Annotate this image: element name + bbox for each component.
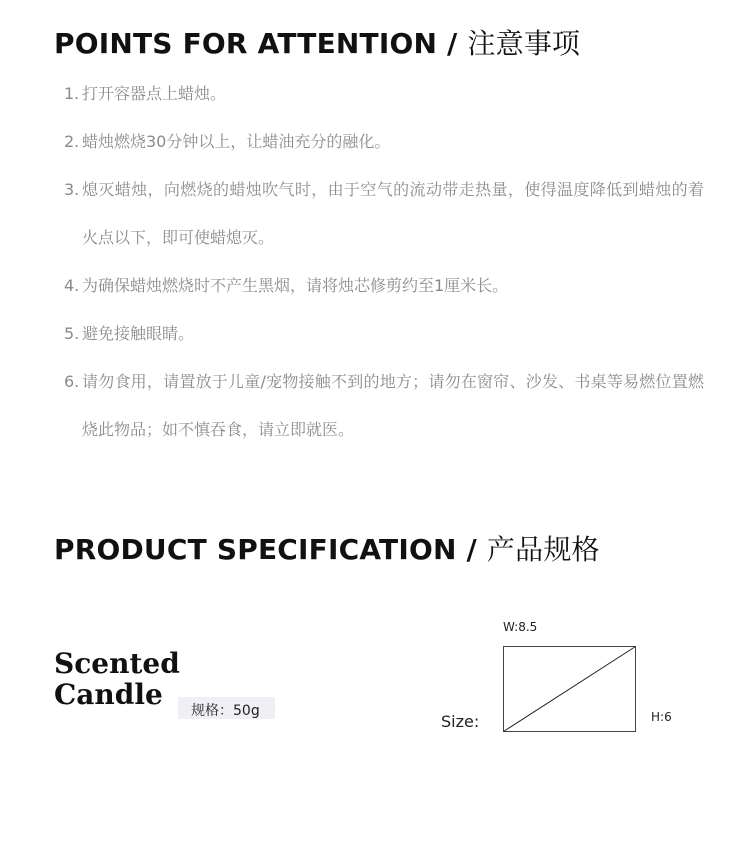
attention-point [64, 166, 704, 262]
width-label: W:8.5 [503, 620, 538, 634]
point-number: 5. [64, 324, 80, 343]
size-diagram [503, 646, 637, 734]
point-number: 2. [64, 132, 80, 151]
point-text: 避免接触眼睛。 [82, 324, 195, 343]
attention-point [64, 70, 704, 118]
point-number: 4. [64, 276, 80, 295]
point-text: 打开容器点上蜡烛。 [82, 84, 227, 103]
attention-title-zh: 注意事项 [467, 27, 581, 60]
attention-point [64, 118, 704, 166]
spec-title [54, 528, 600, 568]
product-name-line1: Scented [54, 647, 180, 680]
point-text: 为确保蜡烛燃烧时不产生黑烟，请将烛芯修剪约至1厘米长。 [82, 276, 509, 295]
product-name-line2: Candle [54, 678, 163, 711]
attention-title [54, 22, 580, 62]
attention-points-list [64, 70, 704, 454]
point-number: 6. [64, 372, 80, 391]
point-number: 1. [64, 84, 80, 103]
attention-point [64, 310, 704, 358]
point-number: 3. [64, 180, 80, 199]
attention-point [64, 358, 704, 454]
point-text: 请勿食用，请置放于儿童/宠物接触不到的地方；请勿在窗帘、沙发、书桌等易燃位置燃烧此物品；如不慎吞食，请立即就医。 [82, 372, 704, 439]
point-text: 蜡烛燃烧30分钟以上，让蜡油充分的融化。 [82, 132, 391, 151]
spec-title-zh: 产品规格 [486, 533, 600, 566]
point-text: 熄灭蜡烛，向燃烧的蜡烛吹气时，由于空气的流动带走热量，使得温度降低到蜡烛的着火点以下，即可使蜡熄灭。 [82, 180, 704, 247]
attention-point [64, 262, 704, 310]
weight-text: 规格：50g [191, 703, 260, 719]
height-label: H:6 [651, 710, 672, 724]
size-diagonal [504, 647, 636, 732]
size-label: Size: [441, 712, 480, 731]
spec-title-en: PRODUCT SPECIFICATION / [54, 533, 477, 566]
product-name [54, 648, 214, 710]
attention-title-en: POINTS FOR ATTENTION / [54, 27, 458, 60]
